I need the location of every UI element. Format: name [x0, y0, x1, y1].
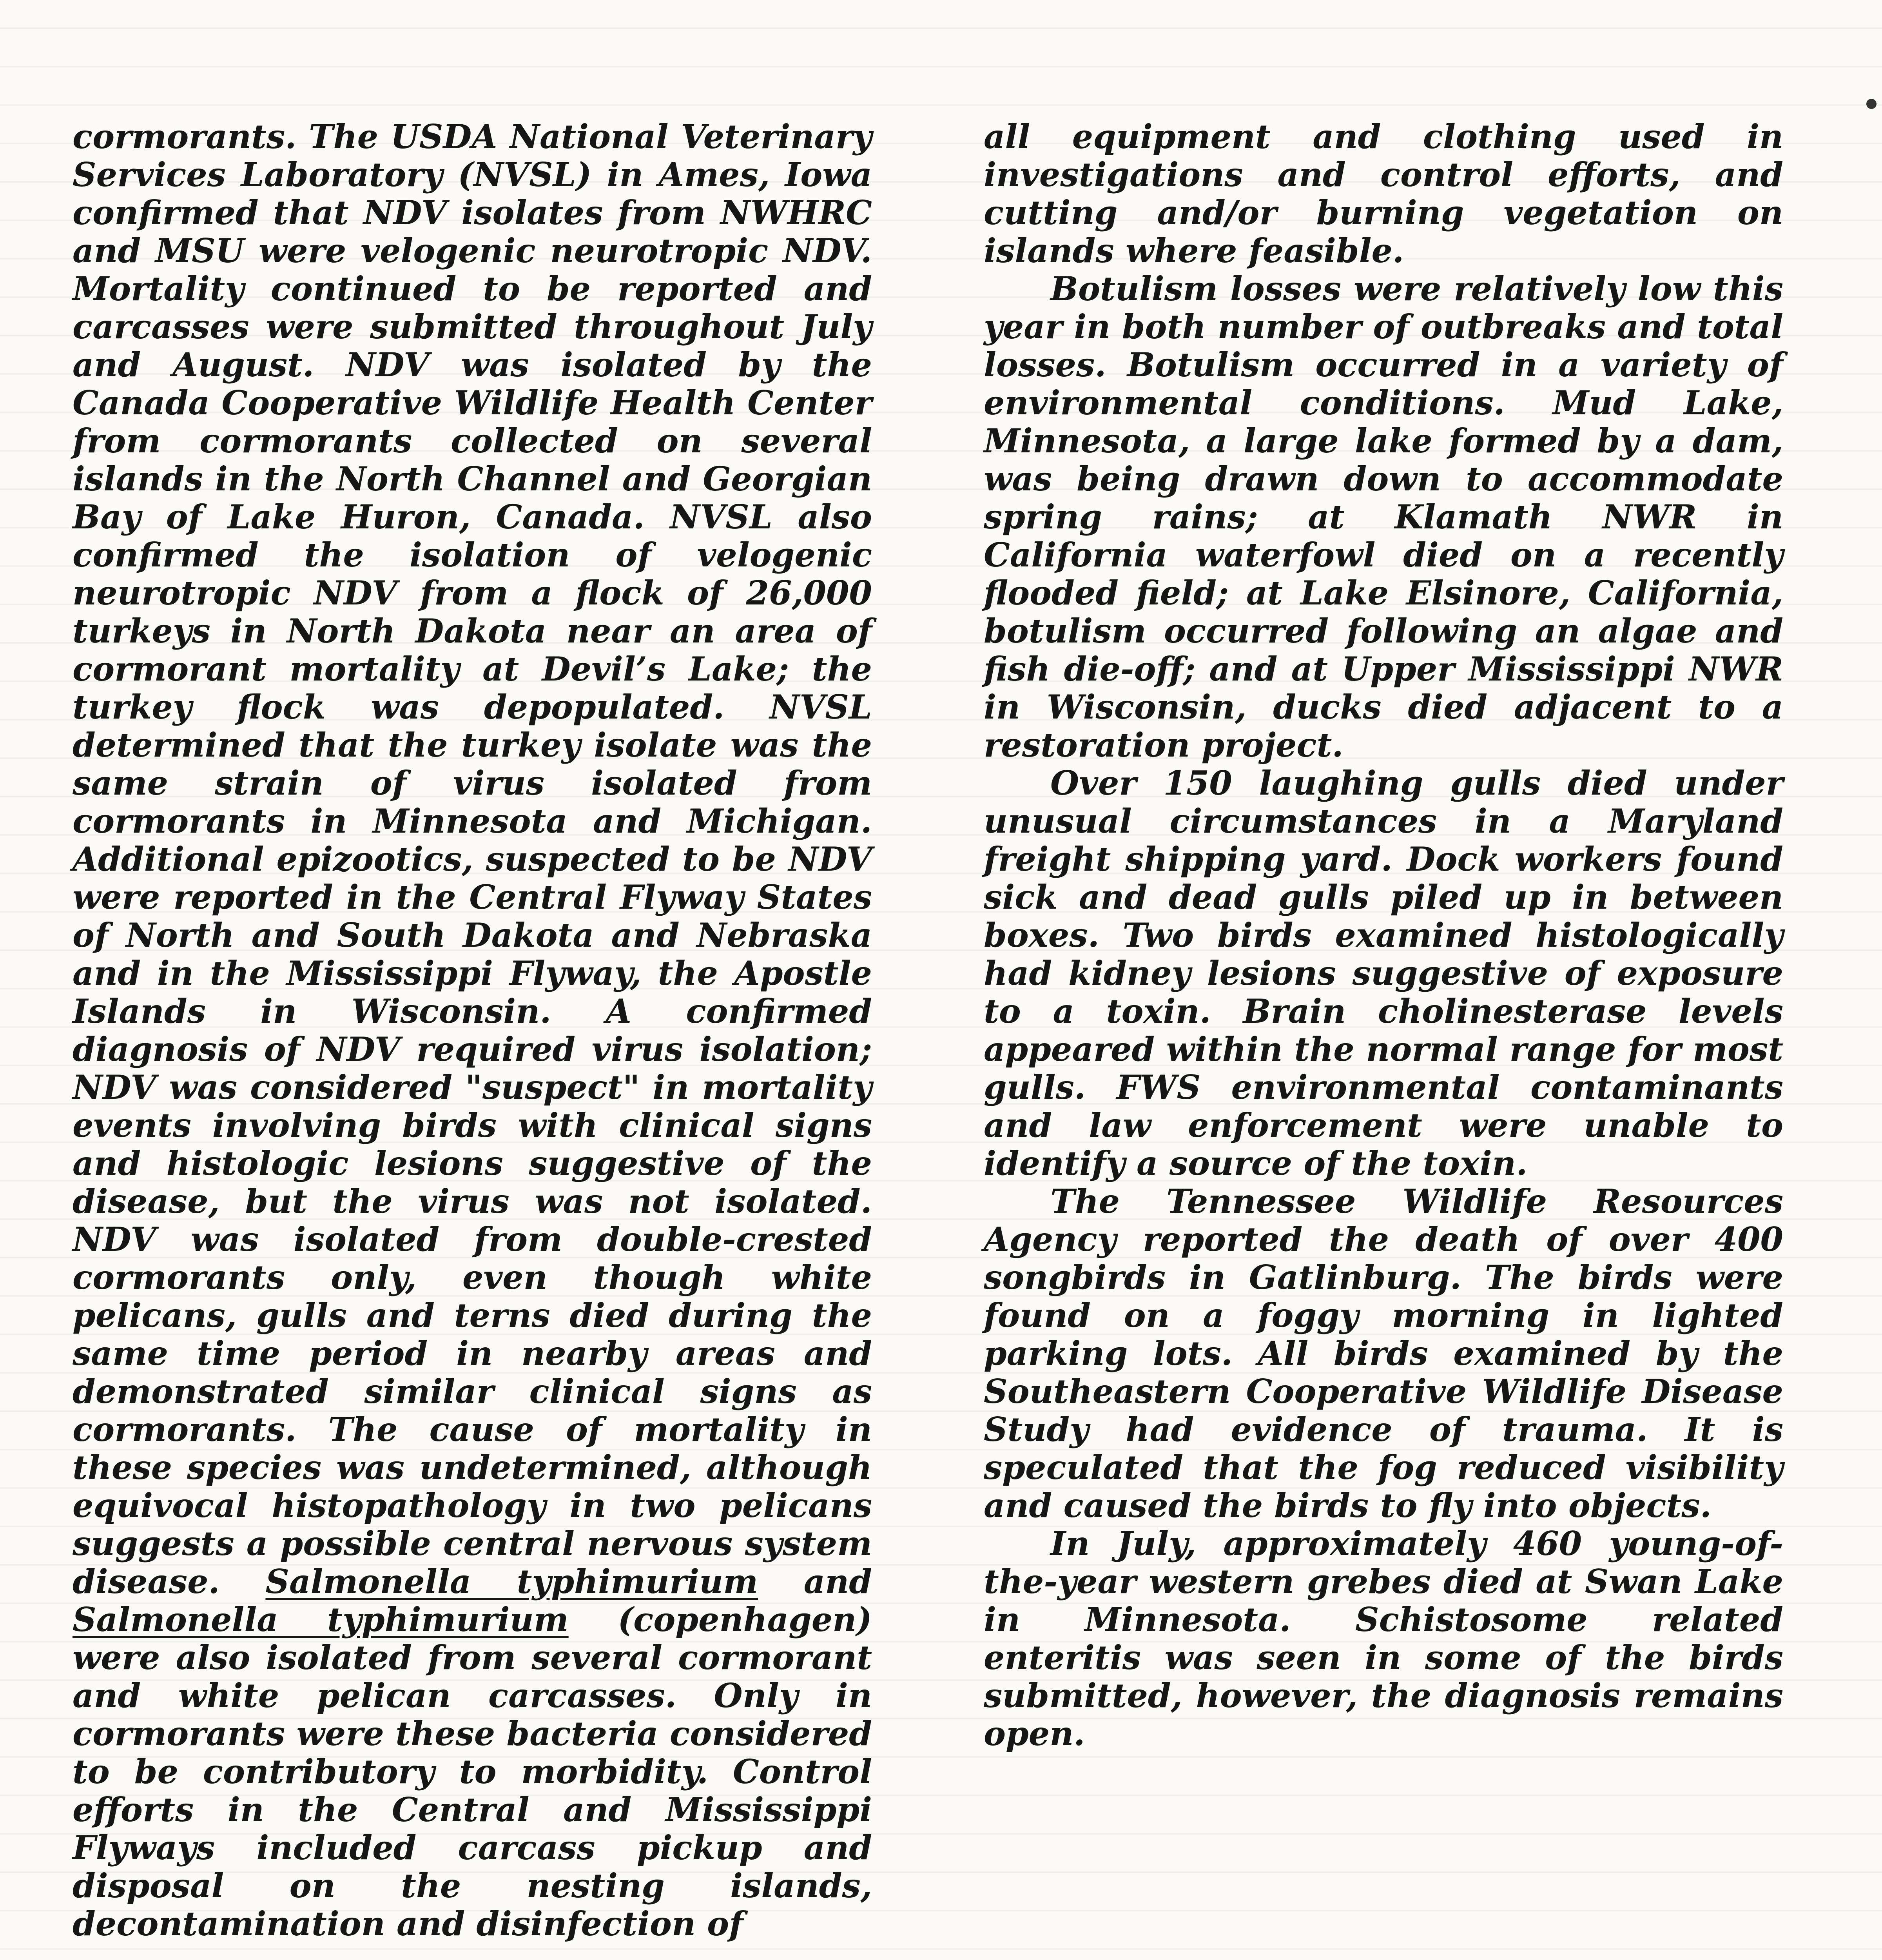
margin-dot-mark	[1866, 99, 1877, 109]
paragraph-western-grebes: In July, approximately 460 young-of-the-year western grebes died at Swan Lake in Minnesota. Schistosome related enteritis was seen in some of the birds submitted, however, the diagnosis remains open.	[984, 1524, 1783, 1753]
text-run: (copenhagen) were also isolated from several cormorant and white pelican carcasses. Only in cormorants were these bacteria considered to be contributory to morbidity. Control efforts in the Central and Mississippi Flyways included carcass pickup and disposal on the nesting islands, decontamination and disinfection of	[73, 1600, 872, 1943]
left-column	[73, 118, 872, 1943]
text-run: cormorants. The USDA National Veterinary Services Laboratory (NVSL) in Ames, Iowa confirmed that NDV isolates from NWHRC and MSU were velogenic neurotropic NDV. Mortality continued to be reported and carcasses were submitted throughout July and August. NDV was isolated by the Canada Cooperative Wildlife Health Center from cormorants collected on several islands in the North Channel and Georgian Bay of Lake Huron, Canada. NVSL also confirmed the isolation of velogenic neurotropic NDV from a flock of 26,000 turkeys in North Dakota near an area of cormorant mortality at Devil’s Lake; the turkey flock was depopulated. NVSL determined that the turkey isolate was the same strain of virus isolated from cormorants in Minnesota and Michigan. Additional epizootics, suspected to be NDV were reported in the Central Flyway States of North and South Dakota and Nebraska and in the Mississippi Flyway, the Apostle Islands in Wisconsin. A confirmed diagnosis of NDV required virus isolation; NDV was considered "suspect" in mortality events involving birds with clinical signs and histologic lesions suggestive of the disease, but the virus was not isolated. NDV was isolated from double-crested cormorants only, even though white pelicans, gulls and terns died during the same time period in nearby areas and demonstrated similar clinical signs as cormorants. The cause of mortality in these species was undetermined, although equivocal histopathology in two pelicans suggests a possible central nervous system disease.	[73, 117, 872, 1601]
species-name-underlined: Salmonella typhimurium	[265, 1562, 758, 1601]
paragraph-laughing-gulls: Over 150 laughing gulls died under unusual circumstances in a Maryland freight shipping yard. Dock workers found sick and dead gulls piled up in between boxes. Two birds examined histologically had kidney lesions suggestive of exposure to a toxin. Brain cholinesterase levels appeared within the normal range for most gulls. FWS environmental contaminants and law enforcement were unable to identify a source of the toxin.	[984, 764, 1783, 1183]
paragraph-newcastle-disease	[73, 118, 872, 1943]
species-name-underlined: Salmonella typhimurium	[73, 1600, 569, 1639]
paragraph-control-efforts-continued: all equipment and clothing used in investigations and control efforts, and cutting and/or burning vegetation on islands where feasible.	[984, 117, 1783, 270]
paragraph-songbirds: The Tennessee Wildlife Resources Agency reported the death of over 400 songbirds in Gatlinburg. The birds were found on a foggy morning in lighted parking lots. All birds examined by the Southeastern Cooperative Wildlife Disease Study had evidence of trauma. It is speculated that the fog reduced visibility and caused the birds to fly into objects.	[984, 1182, 1783, 1525]
text-run: and	[803, 1562, 872, 1601]
right-column	[984, 118, 1783, 1753]
paragraph-botulism: Botulism losses were relatively low this year in both number of outbreaks and total losses. Botulism occurred in a variety of environmental conditions. Mud Lake, Minnesota, a large lake formed by a dam, was being drawn down to accommodate spring rains; at Klamath NWR in California waterfowl died on a recently flooded field; at Lake Elsinore, California, botulism occurred following an algae and fish die-off; and at Upper Mississippi NWR in Wisconsin, ducks died adjacent to a restoration project.	[984, 269, 1783, 764]
